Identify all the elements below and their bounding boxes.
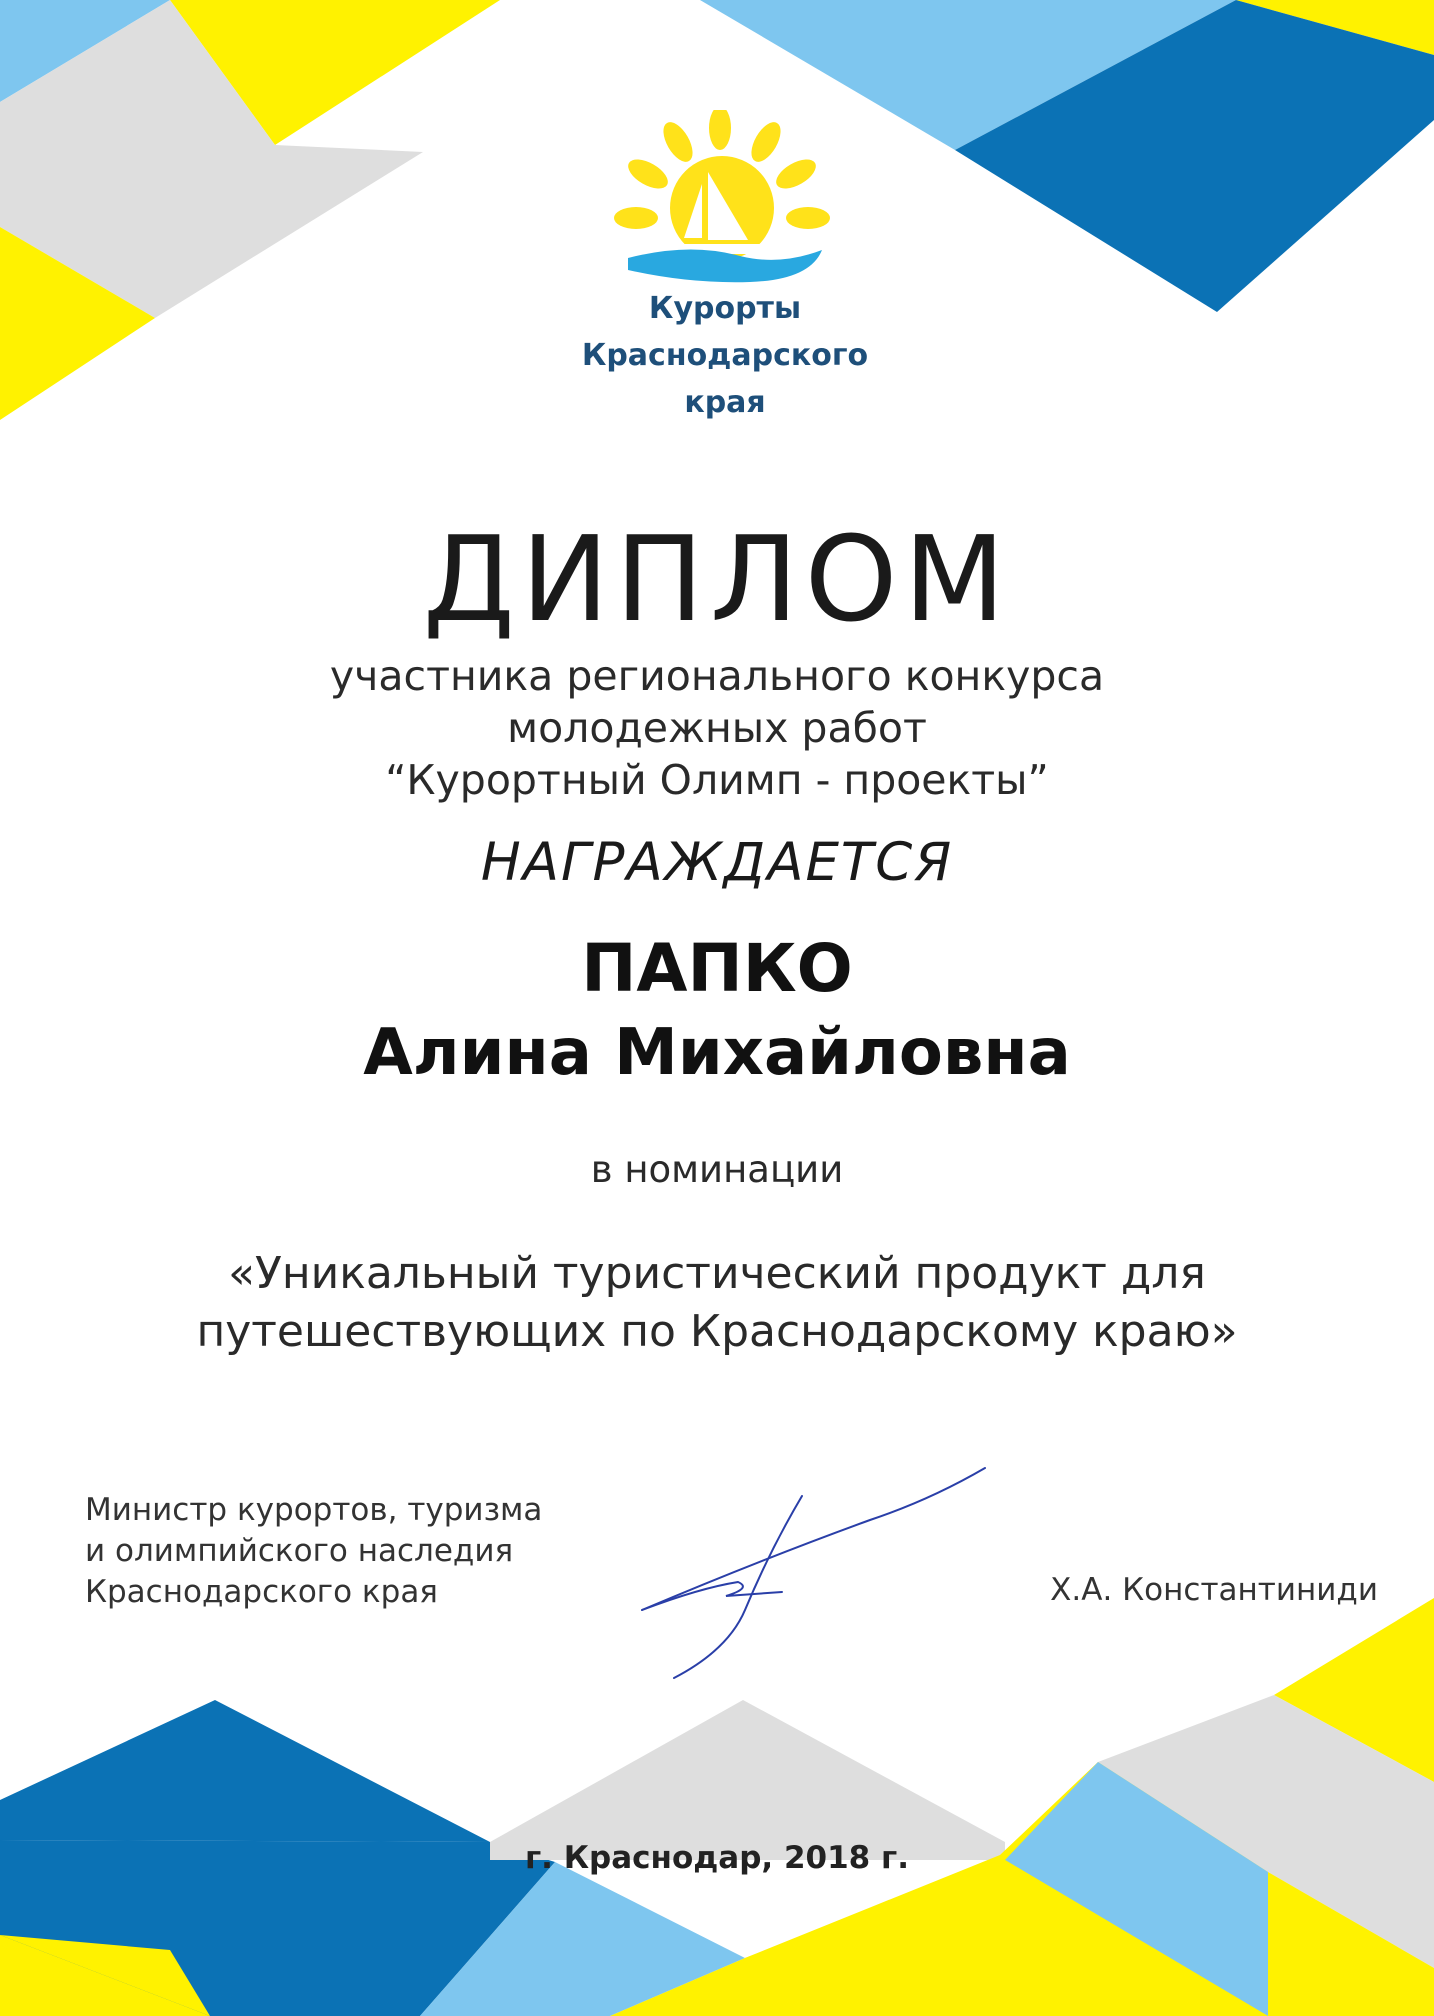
logo-text: Курорты Краснодарского края bbox=[581, 291, 869, 420]
nomination-line: путешествующих по Краснодарскому краю» bbox=[196, 1306, 1238, 1357]
bg-shape bbox=[490, 1700, 1005, 1860]
sun-with-sailboat-icon bbox=[600, 110, 850, 290]
recipient-name: Алина Михайловна bbox=[363, 1016, 1071, 1090]
subtitle-line: участника регионального конкурса bbox=[329, 652, 1105, 700]
handwritten-signature bbox=[640, 1460, 1000, 1690]
subtitle-line: молодежных работ bbox=[507, 704, 927, 752]
place-date: г. Краснодар, 2018 г. bbox=[524, 1840, 910, 1876]
resorts-logo bbox=[560, 110, 890, 430]
subtitle-line: “Курортный Олимп - проекты” bbox=[385, 756, 1049, 804]
awarded-label: НАГРАЖДАЕТСЯ bbox=[480, 832, 954, 893]
diploma-subtitle bbox=[0, 650, 1434, 806]
signatory-position: Министр курортов, туризма и олимпийского наследия Краснодарского края bbox=[85, 1492, 543, 1610]
nomination-line: «Уникальный туристический продукт для bbox=[228, 1248, 1206, 1299]
signatory-name: Х.А. Константиниди bbox=[1050, 1572, 1378, 1608]
recipient-surname: ПАПКО bbox=[581, 930, 853, 1007]
nomination-title bbox=[0, 1245, 1434, 1361]
diploma-title: ДИПЛОМ bbox=[422, 510, 1012, 648]
nomination-lead: в номинации bbox=[590, 1148, 844, 1191]
